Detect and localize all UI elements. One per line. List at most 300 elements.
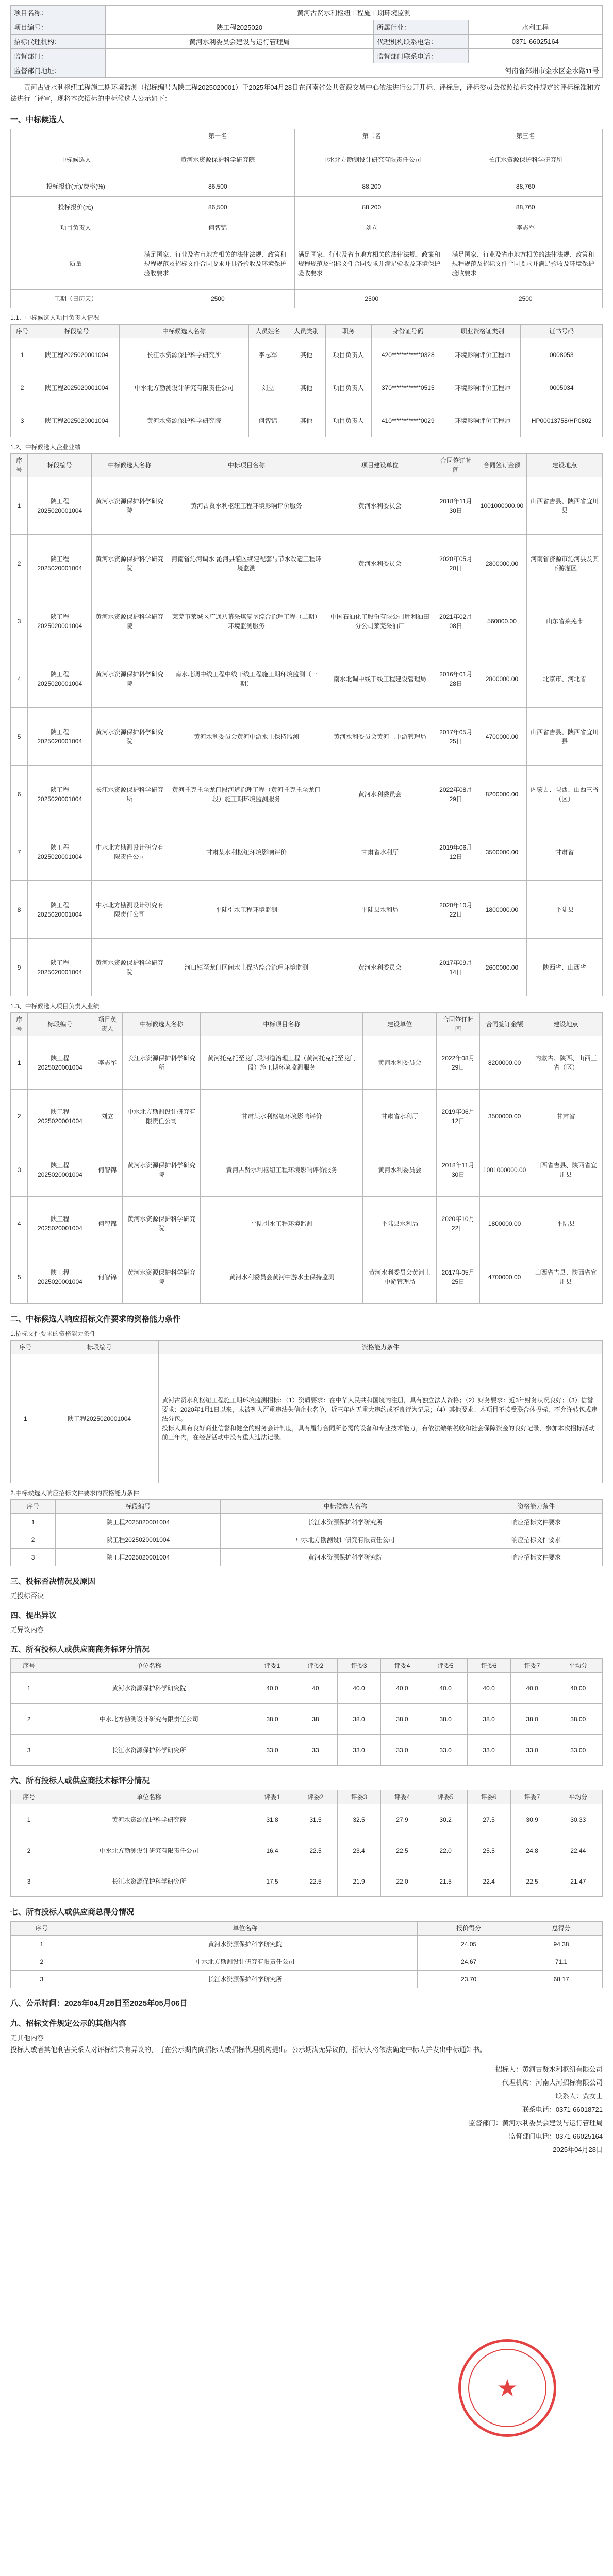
table-cell: 40.0 [424, 1673, 467, 1704]
table-cell: 中水北方勘测设计研究有限责任公司 [92, 881, 168, 939]
table-cell: 22.0 [424, 1835, 467, 1866]
section-9-title: 九、招标文件规定公示的其他内容 [10, 2019, 127, 2028]
table-cell: 25.5 [467, 1835, 510, 1866]
table-cell: 4 [11, 650, 28, 708]
table-cell: 560000.00 [477, 592, 526, 650]
table-cell: 0008053 [521, 338, 603, 371]
s4-text: 无异议内容 [10, 1626, 44, 1634]
table-row [11, 1804, 603, 1835]
table-cell: HP00013758/HP0802 [521, 404, 603, 437]
table-cell: 1 [11, 338, 34, 371]
table-cell: 410************0029 [372, 404, 444, 437]
row-label: 项目负责人 [11, 217, 141, 238]
cell: 满足国家、行业及省市地方相关的法律法规、政策和规程规范及招标文件合同要求并满足验收及环境保护验收要求 [449, 238, 602, 290]
cell: 1 [11, 1354, 40, 1483]
table-cell: 莱芜市莱城区广通八幕采煤复垦综合治理工程（二期）环境监测服务 [168, 592, 325, 650]
table-cell: 24.8 [510, 1835, 554, 1866]
agent-phone-label: 代理机构联系电话： [373, 35, 468, 49]
table-cell: 68.17 [520, 1971, 603, 1988]
table-cell: 8 [11, 881, 28, 939]
head-cell: 单位名称 [47, 1790, 251, 1804]
head-cell: 评委2 [294, 1659, 337, 1673]
s3-text: 无投标否决 [10, 1592, 44, 1600]
section-4-title: 四、提出异议 [10, 1611, 57, 1620]
table-cell: 420************0328 [372, 338, 444, 371]
head-cell: 中标项目名称 [168, 454, 325, 477]
table-cell: 1 [11, 1804, 47, 1835]
head-cell: 单位名称 [47, 1659, 251, 1673]
table-cell: 370************0515 [372, 371, 444, 404]
table-cell: 陕工程2025020001004 [34, 338, 120, 371]
head-cell: 建设单位 [363, 1013, 437, 1036]
table-cell: 2020年10月22日 [435, 881, 477, 939]
table-cell: 陕工程2025020001004 [28, 535, 92, 592]
table-row [11, 1036, 603, 1090]
head-cell: 第二名 [295, 129, 449, 143]
table-cell: 1001000000.00 [479, 1143, 529, 1197]
intro-text: 黄河古贤水利枢纽工程施工期环境监测（招标编号为陕工程2025020001）于2025年04月28日在河南省公共资源交易中心依法进行公开开标、评标后，评标委员会按照招标文件规定的评标标准和方法进行了评审，现将本次招标的中标候选人公示如下： [10, 83, 601, 103]
table-cell: 27.5 [467, 1804, 510, 1835]
tenderer-label: 招标人： [495, 2065, 522, 2073]
pmperf-head [11, 1013, 603, 1036]
table-cell: 黄河水资源保护科学研究院 [123, 1197, 201, 1250]
table-cell: 23.70 [418, 1971, 520, 1988]
table-cell: 黄河水资源保护科学研究院 [92, 592, 168, 650]
table-cell: 31.8 [251, 1804, 294, 1835]
project-name-label: 项目名称： [11, 6, 106, 20]
qual-text: 黄河古贤水利枢纽工程施工期环境监测招标：（1）资质要求：在中华人民共和国境内注册，具有独立法人资格；（2）财务要求：近3年财务状况良好；（3）信誉要求：2020年1月1日以来，未被列入严重违法失信企业名单，近三年内无重大违约或不良行为记录；（4）其他要求：本项目不接受联合体投标，不允许转包或违法分包。 投标人具有良好商业信誉和健全的财务会计制度，具有履行合同所必需的设备和专业技术能力，有依法缴纳税收和社会保障资金的良好记录，参加本次招标活动前三年内，在经营活动中没有重大违法记录。 [158, 1354, 602, 1483]
qual-table [10, 1340, 603, 1483]
table-cell: 陕工程2025020001004 [28, 1036, 92, 1090]
table-cell: 2020年05月20日 [435, 535, 477, 592]
head-cell: 序号 [11, 1922, 73, 1936]
table-cell: 33.0 [467, 1735, 510, 1766]
head-cell: 资格能力条件 [158, 1341, 602, 1354]
table-cell: 33.0 [510, 1735, 554, 1766]
seal-ring [468, 2349, 546, 2427]
row-label: 投标报价(元) [11, 197, 141, 217]
section-2-title: 二、中标候选人响应招标文件要求的资格能力条件 [10, 1315, 181, 1324]
table-cell: 21.47 [554, 1866, 602, 1897]
table-cell: 环境影响评价工程师 [444, 404, 521, 437]
table-row [11, 1673, 603, 1704]
footer-supervise-phone: 0371-66025164 [555, 2132, 603, 2140]
table-cell: 33.0 [424, 1735, 467, 1766]
table-cell: 中水北方勘测设计研究有限责任公司 [47, 1835, 251, 1866]
pm-table [10, 324, 603, 437]
table-cell: 6 [11, 766, 28, 823]
table-row [11, 708, 603, 766]
table-cell: 陕工程2025020001004 [28, 650, 92, 708]
table-cell: 40.0 [337, 1673, 380, 1704]
table-cell: 2022年08月29日 [437, 1036, 480, 1090]
table-cell: 4 [11, 1197, 28, 1250]
table-cell: 38.0 [380, 1704, 424, 1735]
section-7-title: 七、所有投标人或供应商总得分情况 [10, 1908, 135, 1917]
head-cell: 评委4 [380, 1790, 424, 1804]
table-cell: 项目负责人 [325, 404, 371, 437]
table-cell: 40 [294, 1673, 337, 1704]
table-cell: 22.0 [380, 1866, 424, 1897]
table-cell: 40.00 [554, 1673, 602, 1704]
signature-block [10, 2063, 603, 2157]
table-cell: 黄河水资源保护科学研究院 [92, 477, 168, 535]
head-cell: 序号 [11, 1013, 28, 1036]
row-label: 投标报价(元)/费率(%) [11, 176, 141, 197]
head-cell: 标段编号 [28, 1013, 92, 1036]
table-cell: 黄河水利委员会黄河中游水土保持监测 [168, 708, 325, 766]
head-cell: 平均分 [554, 1659, 602, 1673]
table-cell: 22.5 [294, 1866, 337, 1897]
table-cell: 38.00 [554, 1704, 602, 1735]
table-cell: 黄河水利委员会 [363, 1143, 437, 1197]
table-row [11, 404, 603, 437]
table-row [11, 1531, 603, 1549]
head-cell: 单位名称 [73, 1922, 418, 1936]
table-cell: 2800000.00 [477, 650, 526, 708]
table-cell: 黄河水利委员会黄河上中游管理局 [363, 1250, 437, 1304]
table-cell: 黄河托克托至龙门段河道治理工程（黄河托克托至龙门段）施工期环境监测服务 [168, 766, 325, 823]
head-cell: 中标候选人名称 [120, 325, 249, 338]
project-code-label: 项目编号： [11, 20, 106, 35]
table-cell: 黄河水利委员会 [325, 535, 435, 592]
table-row [11, 1143, 603, 1197]
head-cell: 评委5 [424, 1659, 467, 1673]
table-cell: 黄河水资源保护科学研究院 [92, 650, 168, 708]
candidates-row [11, 176, 603, 197]
table-cell: 平陆县 [527, 881, 603, 939]
head-cell: 评委6 [467, 1790, 510, 1804]
table-cell: 1001000000.00 [477, 477, 526, 535]
s2-caption2: 2.中标候选人响应招标文件要求的资格能力条件 [10, 1489, 140, 1497]
table-cell: 40.0 [251, 1673, 294, 1704]
cell: 中水北方勘测设计研究有限责任公司 [295, 143, 449, 176]
table-cell: 何智锦 [92, 1197, 123, 1250]
pmperf-table [10, 1012, 603, 1304]
table-row [11, 881, 603, 939]
table-cell: 38.0 [510, 1704, 554, 1735]
pm-head [11, 325, 603, 338]
head-cell: 序号 [11, 325, 34, 338]
table-cell: 24.67 [418, 1953, 520, 1971]
table-cell: 7 [11, 823, 28, 881]
table-cell: 38.0 [467, 1704, 510, 1735]
star-icon: ★ [496, 2375, 518, 2401]
table-cell: 黄河水资源保护科学研究院 [73, 1936, 418, 1953]
head-cell: 评委6 [467, 1659, 510, 1673]
table-cell: 黄河水利委员会 [325, 477, 435, 535]
table-cell: 3 [11, 1549, 56, 1566]
table-cell: 黄河水利委员会黄河中游水土保持监测 [201, 1250, 363, 1304]
table-cell: 2022年08月29日 [435, 766, 477, 823]
table-row [11, 1866, 603, 1897]
table-cell: 山西省吉县、陕西省宜川县 [529, 1250, 603, 1304]
table-cell: 长江水资源保护科学研究所 [92, 766, 168, 823]
table-cell: 长江水资源保护科学研究所 [47, 1866, 251, 1897]
table-cell: 2 [11, 371, 34, 404]
table-cell: 平陆引水工程环境监测 [201, 1197, 363, 1250]
cell: 2500 [141, 290, 294, 308]
table-cell: 陕工程2025020001004 [56, 1514, 221, 1531]
table-cell: 30.2 [424, 1804, 467, 1835]
table-row [11, 535, 603, 592]
table-cell: 24.05 [418, 1936, 520, 1953]
row-label: 中标候选人 [11, 143, 141, 176]
table-cell: 9 [11, 939, 28, 996]
table-row [11, 650, 603, 708]
supervise-addr-label: 监督部门地址： [11, 63, 106, 78]
table-cell: 河口镇至龙门区间水土保持综合治理环境监测 [168, 939, 325, 996]
table-cell: 1 [11, 1036, 28, 1090]
table-cell: 3 [11, 404, 34, 437]
head-cell: 评委2 [294, 1790, 337, 1804]
table-cell: 3 [11, 1971, 73, 1988]
table-cell: 长江水资源保护科学研究所 [123, 1036, 201, 1090]
table-cell: 38.0 [337, 1704, 380, 1735]
table-cell: 陕工程2025020001004 [28, 939, 92, 996]
table-cell: 30.33 [554, 1804, 602, 1835]
head-cell: 标段编号 [56, 1500, 221, 1514]
head-cell: 建设地点 [527, 454, 603, 477]
head-cell: 身份证号码 [372, 325, 444, 338]
table-cell: 2019年06月12日 [435, 823, 477, 881]
table-cell: 黄河水利委员会黄河上中游管理局 [325, 708, 435, 766]
table-cell: 山西省吉县、陕西省宜川县 [529, 1143, 603, 1197]
table-row [11, 1936, 603, 1953]
section-5-title: 五、所有投标人或供应商商务标评分情况 [10, 1645, 150, 1654]
head-cell: 平均分 [554, 1790, 602, 1804]
table-cell: 黄河水资源保护科学研究院 [47, 1673, 251, 1704]
section-8-title: 八、公示时间：2025年04月28日至2025年05月06日 [10, 1999, 188, 2008]
table-cell: 38.0 [251, 1704, 294, 1735]
table-cell: 甘肃省水利厅 [325, 823, 435, 881]
table-cell: 2017年05月25日 [435, 708, 477, 766]
table-cell: 33.00 [554, 1735, 602, 1766]
footer-supervise-label: 监督部门： [468, 2119, 502, 2127]
head-cell: 评委4 [380, 1659, 424, 1673]
table-cell: 黄河水资源保护科学研究院 [120, 404, 249, 437]
table-cell: 黄河水利委员会 [363, 1036, 437, 1090]
table-cell: 陕工程2025020001004 [56, 1531, 221, 1549]
perf-head [11, 454, 603, 477]
table-cell: 2021年02月08日 [435, 592, 477, 650]
footer-date: 2025年04月28日 [553, 2146, 603, 2154]
table-cell: 山西省吉县、陕西省宜川县 [527, 477, 603, 535]
supervise-addr: 河南省郑州市金水区金水路11号 [105, 63, 602, 78]
table-cell: 何智锦 [92, 1143, 123, 1197]
supervise-value [105, 49, 373, 63]
s7-head [11, 1922, 603, 1936]
table-cell: 平陆县水利局 [325, 881, 435, 939]
cell: 88,760 [449, 176, 602, 197]
table-cell: 2 [11, 1704, 47, 1735]
project-code: 陕工程2025020 [105, 20, 373, 35]
table-cell: 甘肃某水利枢纽环境影响评价 [168, 823, 325, 881]
table-cell: 平陆县水利局 [363, 1197, 437, 1250]
table-cell: 黄河托克托至龙门段河道治理工程（黄河托克托至龙门段）施工期环境监测服务 [201, 1036, 363, 1090]
table-cell: 李志军 [92, 1036, 123, 1090]
table-cell: 2 [11, 1953, 73, 1971]
s2-caption: 1.招标文件要求的资格能力条件 [10, 1330, 96, 1337]
row-label: 质量 [11, 238, 141, 290]
cell: 陕工程2025020001004 [40, 1354, 159, 1483]
table-cell: 30.9 [510, 1804, 554, 1835]
footer-agent-label: 代理机构： [502, 2079, 536, 2087]
head-cell: 评委3 [337, 1659, 380, 1673]
table-cell: 响应招标文件要求 [470, 1549, 602, 1566]
table-cell: 长江水资源保护科学研究所 [47, 1735, 251, 1766]
table-cell: 32.5 [337, 1804, 380, 1835]
table-cell: 3500000.00 [477, 823, 526, 881]
head-cell: 建设地点 [529, 1013, 603, 1036]
candidates-row [11, 143, 603, 176]
table-cell: 长江水资源保护科学研究所 [221, 1514, 470, 1531]
table-cell: 38.0 [424, 1704, 467, 1735]
table-cell: 刘立 [248, 371, 287, 404]
table-cell: 中水北方勘测设计研究有限责任公司 [47, 1704, 251, 1735]
table-cell: 南水北调中线干线工程建设管理局 [325, 650, 435, 708]
industry-label: 所属行业： [373, 20, 468, 35]
table-cell: 33.0 [380, 1735, 424, 1766]
cell: 86,500 [141, 176, 294, 197]
pmperf-caption: 1.3、中标候选人项目负责人业绩 [10, 1003, 100, 1010]
pm-caption: 1.1、中标候选人项目负责人情况 [10, 314, 100, 321]
table-cell: 22.5 [294, 1835, 337, 1866]
table-cell: 4700000.00 [479, 1250, 529, 1304]
table-cell: 内蒙古、陕西、山西三省（区） [527, 766, 603, 823]
section-6-title: 六、所有投标人或供应商技术标评分情况 [10, 1776, 150, 1785]
qual-row [11, 1354, 603, 1483]
head-cell: 项目负责人 [92, 1013, 123, 1036]
table-cell: 2019年06月12日 [437, 1090, 480, 1143]
table-cell: 陕工程2025020001004 [28, 766, 92, 823]
table-cell: 21.5 [424, 1866, 467, 1897]
footer-supervise: 黄河水利委员会建设与运行管理局 [502, 2119, 603, 2127]
table-cell: 陕工程2025020001004 [28, 881, 92, 939]
table-cell: 黄河古贤水利枢纽工程环境影响评价服务 [201, 1143, 363, 1197]
head-cell: 证书号码 [521, 325, 603, 338]
table-cell: 响应招标文件要求 [470, 1514, 602, 1531]
head-cell: 资格能力条件 [470, 1500, 602, 1514]
table-cell: 22.4 [467, 1866, 510, 1897]
commercial-score-table [10, 1658, 603, 1766]
table-cell: 22.5 [510, 1866, 554, 1897]
agent-label: 招标代理机构： [11, 35, 106, 49]
table-cell: 27.9 [380, 1804, 424, 1835]
table-row [11, 1835, 603, 1866]
table-cell: 2600000.00 [477, 939, 526, 996]
phone: 0371-66018721 [555, 2106, 603, 2113]
table-cell: 3500000.00 [479, 1090, 529, 1143]
table-cell: 山西省吉县、陕西省宜川县 [527, 708, 603, 766]
head-cell: 序号 [11, 1659, 47, 1673]
table-cell: 黄河水利委员会 [325, 766, 435, 823]
table-cell: 40.0 [510, 1673, 554, 1704]
candidates-row [11, 238, 603, 290]
table-cell: 3 [11, 592, 28, 650]
table-cell: 31.5 [294, 1804, 337, 1835]
table-cell: 2017年05月25日 [437, 1250, 480, 1304]
head-cell: 评委5 [424, 1790, 467, 1804]
cell: 满足国家、行业及省市地方相关的法律法规、政策和规程规范及招标文件合同要求并满足验收及环境保护验收要求 [295, 238, 449, 290]
table-cell: 1 [11, 477, 28, 535]
table-cell: 0005034 [521, 371, 603, 404]
table-cell: 1800000.00 [477, 881, 526, 939]
head-cell: 中标候选人名称 [221, 1500, 470, 1514]
contact: 贾女士 [582, 2092, 603, 2100]
table-cell: 5 [11, 1250, 28, 1304]
table-cell: 其他 [287, 371, 326, 404]
perf-caption: 1.2、中标候选人企业业绩 [10, 444, 81, 451]
table-cell: 河南省沁河调水 沁河县灌区续建配套与节水改造工程环境监测 [168, 535, 325, 592]
table-row [11, 1735, 603, 1766]
s6-head [11, 1790, 603, 1804]
table-cell: 8200000.00 [479, 1036, 529, 1090]
table-cell: 1 [11, 1514, 56, 1531]
table-cell: 长江水资源保护科学研究所 [120, 338, 249, 371]
candidates-table [10, 129, 603, 308]
cell: 88,760 [449, 197, 602, 217]
cell: 86,500 [141, 197, 294, 217]
table-cell: 黄河水利委员会 [325, 939, 435, 996]
table-cell: 甘肃某水利枢纽环境影响评价 [201, 1090, 363, 1143]
head-cell: 评委7 [510, 1790, 554, 1804]
table-cell: 李志军 [248, 338, 287, 371]
table-row [11, 371, 603, 404]
technical-score-table [10, 1790, 603, 1897]
s5-head [11, 1659, 603, 1673]
tenderer: 黄河古贤水利枢纽有限公司 [522, 2065, 603, 2073]
table-cell: 5 [11, 708, 28, 766]
agent: 黄河水利委员会建设与运行管理局 [105, 35, 373, 49]
table-cell: 陕工程2025020001004 [28, 1250, 92, 1304]
table-cell: 黄河古贤水利枢纽工程环境影响评价服务 [168, 477, 325, 535]
cell: 满足国家、行业及省市地方相关的法律法规、政策和规程规范及招标文件合同要求并具备验收及环境保护验收要求 [141, 238, 294, 290]
head-cell: 标段编号 [34, 325, 120, 338]
table-cell: 2016年01月28日 [435, 650, 477, 708]
table-cell: 其他 [287, 404, 326, 437]
table-cell: 陕工程2025020001004 [28, 1197, 92, 1250]
cell: 长江水资源保护科学研究所 [449, 143, 602, 176]
table-cell: 中水北方勘测设计研究有限责任公司 [221, 1531, 470, 1549]
head-cell: 第一名 [141, 129, 294, 143]
section-3-title: 三、投标否决情况及原因 [10, 1577, 96, 1586]
table-row [11, 1549, 603, 1566]
table-cell: 38 [294, 1704, 337, 1735]
table-cell: 17.5 [251, 1866, 294, 1897]
table-cell: 陕工程2025020001004 [28, 1090, 92, 1143]
head-cell: 序号 [11, 454, 28, 477]
table-cell: 平陆县 [529, 1197, 603, 1250]
head-cell: 中标候选人名称 [123, 1013, 201, 1036]
cell: 88,200 [295, 197, 449, 217]
table-cell: 甘肃省 [527, 823, 603, 881]
table-cell: 33.0 [251, 1735, 294, 1766]
agent-phone: 0371-66025164 [468, 35, 602, 49]
table-cell: 22.44 [554, 1835, 602, 1866]
table-row [11, 592, 603, 650]
head-cell: 标段编号 [28, 454, 92, 477]
table-cell: 环境影响评价工程师 [444, 338, 521, 371]
table-cell: 黄河水资源保护科学研究院 [92, 708, 168, 766]
table-cell: 33.0 [337, 1735, 380, 1766]
candidates-row [11, 217, 603, 238]
table-cell: 8200000.00 [477, 766, 526, 823]
table-cell: 刘立 [92, 1090, 123, 1143]
table-cell: 3 [11, 1866, 47, 1897]
qual2-head [11, 1500, 603, 1514]
s9-note: 投标人或者其他利害关系人对评标结果有异议的，可在公示期内向招标人或招标代理机构提出。公示期满无异议的，招标人将依法确定中标人并发出中标通知书。 [10, 2046, 487, 2054]
